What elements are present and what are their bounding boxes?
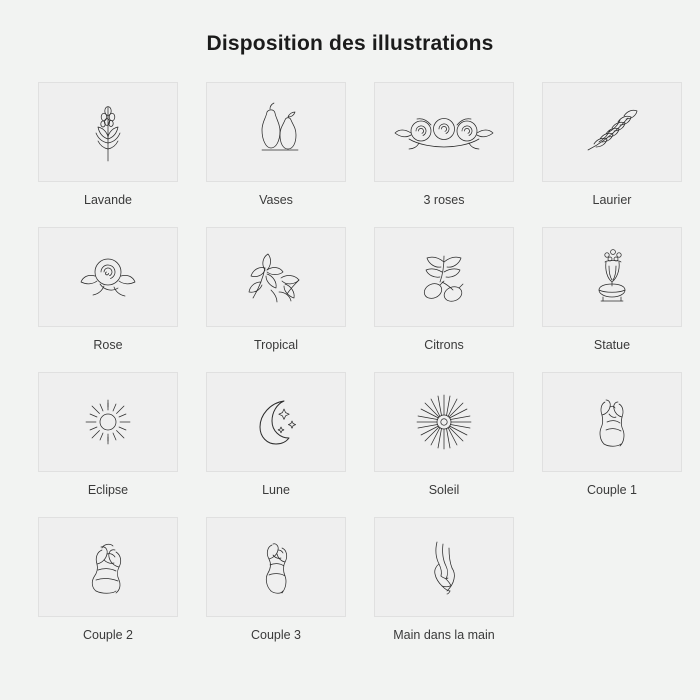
grid-item-citrons[interactable] [374, 227, 514, 354]
illustration-grid [20, 82, 680, 656]
tropical-leaves-icon [241, 248, 311, 306]
thumbnail-rose[interactable] [38, 227, 178, 327]
thumbnail-couple-3[interactable] [206, 517, 346, 617]
thumbnail-3-roses[interactable] [374, 82, 514, 182]
grid-item-couple-2[interactable] [38, 517, 178, 644]
sun-icon [413, 391, 475, 453]
caption-lune: Lune [262, 482, 290, 497]
grid-item-laurier[interactable] [542, 82, 682, 209]
caption-laurier: Laurier [592, 193, 632, 207]
caption-couple-2: Couple 2 [82, 627, 134, 642]
page-title: Disposition des illustrations [206, 32, 494, 55]
holding-hands-icon [423, 536, 465, 598]
lemons-icon [413, 246, 475, 308]
three-roses-icon [389, 109, 499, 155]
thumbnail-vases[interactable] [206, 82, 346, 182]
grid-item-vases[interactable] [206, 82, 346, 209]
couple-two-icon [82, 538, 134, 596]
thumbnail-eclipse[interactable] [38, 372, 178, 472]
lavender-sprig-icon [78, 99, 138, 165]
caption-couple-1: Couple 1 [586, 482, 638, 497]
caption-eclipse: Eclipse [87, 482, 129, 497]
grid-item-lune[interactable] [206, 372, 346, 499]
grid-item-eclipse[interactable] [38, 372, 178, 499]
thumbnail-main-dans-la-main[interactable] [374, 517, 514, 617]
thumbnail-lune[interactable] [206, 372, 346, 472]
grid-item-tropical[interactable] [206, 227, 346, 354]
grid-item-rose[interactable] [38, 227, 178, 354]
couple-one-icon [589, 392, 635, 452]
caption-vases: Vases [259, 193, 293, 207]
vases-icon [243, 100, 309, 164]
couple-three-icon [254, 537, 298, 597]
caption-statue: Statue [593, 337, 631, 352]
grid-item-lavande[interactable] [38, 82, 178, 209]
caption-tropical: Tropical [254, 337, 298, 352]
thumbnail-lavande[interactable] [38, 82, 178, 182]
moon-stars-icon [248, 393, 304, 451]
rose-icon [78, 250, 138, 304]
eclipse-icon [80, 394, 136, 450]
caption-soleil: Soleil [428, 482, 460, 497]
caption-3-roses: 3 roses [423, 193, 465, 207]
caption-rose: Rose [93, 337, 123, 352]
caption-citrons: Citrons [424, 337, 464, 352]
thumbnail-tropical[interactable] [206, 227, 346, 327]
grid-item-3-roses[interactable] [374, 82, 514, 209]
grid-item-couple-3[interactable] [206, 517, 346, 644]
laurel-branch-icon [580, 106, 644, 158]
caption-main-dans-la-main: Main dans la main [393, 627, 495, 642]
grid-item-couple-1[interactable] [542, 372, 682, 499]
caption-lavande: Lavande [84, 193, 132, 207]
thumbnail-couple-1[interactable] [542, 372, 682, 472]
grid-item-soleil[interactable] [374, 372, 514, 499]
grid-item-main-dans-la-main[interactable] [374, 517, 514, 644]
grid-item-statue[interactable] [542, 227, 682, 354]
statue-icon [581, 246, 643, 308]
thumbnail-statue[interactable] [542, 227, 682, 327]
thumbnail-laurier[interactable] [542, 82, 682, 182]
thumbnail-couple-2[interactable] [38, 517, 178, 617]
caption-couple-3: Couple 3 [250, 627, 302, 642]
thumbnail-soleil[interactable] [374, 372, 514, 472]
thumbnail-citrons[interactable] [374, 227, 514, 327]
